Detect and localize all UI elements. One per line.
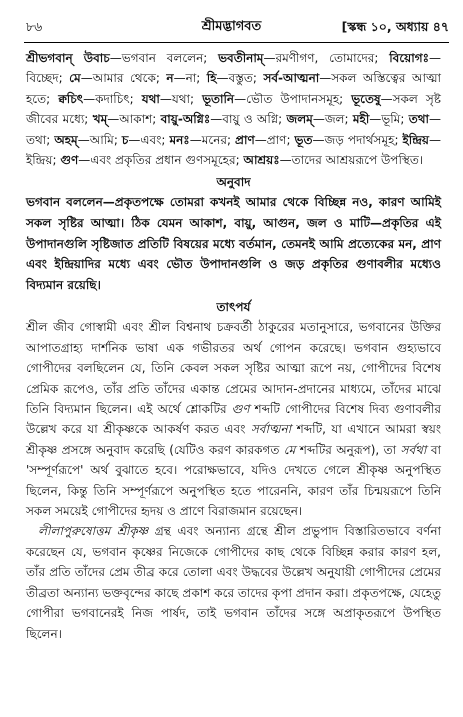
synonym-term: ভূতানি bbox=[202, 91, 235, 106]
synonym-meaning: মনের; bbox=[201, 132, 236, 147]
synonym-term: যথা bbox=[141, 91, 160, 106]
synonym-meaning: বায়ু ও অগ্নি; bbox=[222, 112, 287, 127]
synonym-term: বায়ু-অগ্নিঃ bbox=[160, 112, 211, 127]
purport-italic-term: সর্বাত্মনা bbox=[250, 422, 292, 437]
synonym-meaning: ভগবান বললেন; bbox=[121, 51, 219, 65]
synonym-meaning: সকল সৃষ্ট জীবের মধ্যে; bbox=[26, 91, 441, 127]
synonym-meaning: না; bbox=[185, 71, 207, 86]
page-body bbox=[26, 48, 441, 644]
synonym-meaning: ভূমি; bbox=[381, 112, 409, 127]
purport-text: শ্রীল জীব গোস্বামী এবং শ্রীল বিশ্বনাথ চক্রবর্তী ঠাকুরের মতানুসারে, ভগবানের উক্তির আপাতগ্রাহ্য দার্শনিক ভাষা এক গভীরতর অর্থ গোপন করেছে। ভগবান গুহ্যভাবে গোপীদের বলছিলেন যে, তিনি কেবল সকল সৃষ্টির আত্মা রূপে নয়, গোপীদের বিশেষ প্রেমিক রূপেও, তাঁর প্রতি তাঁদের একান্ত প্রেমের আদান-প্রদানের মাধ্যমে, তাঁদের মাঝে তিনি বিদ্যমান ছিলেন। এই অর্থে শ্লোকটির bbox=[26, 320, 441, 417]
purport-heading: তাৎপর্য bbox=[216, 300, 251, 315]
synonym-meaning: আমার থেকে; bbox=[92, 71, 167, 86]
synonym-term: আশ্রয়ঃ bbox=[243, 153, 280, 168]
synonym-meaning: সকল অস্তিত্বের আত্মা হতে; bbox=[26, 71, 441, 106]
purport-text: বা 'সম্পূর্ণরূপে' অর্থ বুঝাতে হবে। পরোক্ষভাবে, যদিও দেখতে গেলে শ্রীকৃষ্ণ অনুপস্থিত ছিলেন, কিন্তু তিনি সম্পূর্ণরূপে অনুপস্থিত হতে পারেননি, কারণ তাঁর চিন্ময়রূপে তিনি সকল সময়েই গোপীদের হৃদয় ও প্রাণে বিরাজমান রয়েছেন। bbox=[26, 442, 441, 519]
synonym-meaning: আকাশ; bbox=[119, 112, 161, 127]
purport-italic-term: গুণ bbox=[231, 402, 250, 417]
synonym-meaning: তাদের আশ্রয়রূপে উপস্থিত। bbox=[291, 153, 424, 168]
synonym-meaning: প্রাণ; bbox=[266, 132, 295, 147]
synonym-term: ভবতীনাম্ bbox=[218, 51, 264, 65]
synonym-meaning: জড় পদার্থসমূহ; bbox=[324, 132, 403, 147]
synonym-term: অহম্ bbox=[54, 132, 78, 147]
synonym-term: মহী bbox=[352, 112, 370, 127]
synonym-term: ভূতেষু bbox=[351, 91, 381, 106]
running-title: শ্রীমদ্ভাগবত bbox=[201, 19, 262, 34]
synonym-term: চ bbox=[121, 132, 129, 147]
synonym-term: প্রাণ bbox=[235, 132, 255, 147]
purport-text: শব্দটি, যা এখানে আমরা স্বয়ং শ্রীকৃষ্ণ প্রসঙ্গে অনুবাদ করেছি (যেটিও করণ কারকগত bbox=[26, 422, 441, 457]
synonyms-paragraph: শ্রীভগবান্ উবাচ—ভগবান বললেন; ভবতীনাম্—রমণীগণ, তোমাদের; বিয়োগঃ—বিচ্ছেদ; মে—আমার থেকে; ন—না; হি—বস্তুত; সর্ব-আত্মনা—সকল অস্তিত্বের আত্মা হতে; ক্বচিৎ—কদাচিৎ; যথা—যথা; ভূতানি—ভৌত উপাদানসমূহ; ভূতেষু—সকল সৃষ্ট জীবের মধ্যে; খম্—আকাশ; বায়ু-অগ্নিঃ—বায়ু ও অগ্নি; জলম্—জল; মহী—ভূমি; তথা—তথা; অহম্—আমি; চ—এবং; মনঃ—মনের; প্রাণ—প্রাণ; ভূত—জড় পদার্থসমূহ; ইন্দ্রিয়—ইন্দ্রিয়; গুণ—এবং প্রকৃতির প্রধান গুণসমূহের; আশ্রয়ঃ—তাদের আশ্রয়রূপে উপস্থিত। bbox=[26, 51, 441, 168]
page-header bbox=[0, 18, 463, 38]
synonym-meaning: যথা; bbox=[171, 91, 203, 106]
synonym-meaning: জল; bbox=[324, 112, 353, 127]
synonym-term: মনঃ bbox=[169, 132, 190, 147]
synonym-meaning: এবং; bbox=[140, 132, 170, 147]
synonym-term: মে bbox=[69, 71, 81, 86]
purport-text: গ্রন্থ এবং অন্যান্য গ্রন্থে শ্রীল প্রভুপাদ বিস্তারিতভাবে বর্ণনা করেছেন যে, ভগবান কৃষ্ণের নিজেকে গোপীদের কাছ থেকে বিচ্ছিন্ন করার কারণ হল, তাঁর প্রতি তাঁদের প্রেম তীব্র করে তোলা এবং উদ্ধবের উল্লেখ অনুযায়ী গোপীদের প্রেমের তীব্রতা অন্যান্য ভক্তবৃন্দের কাছে প্রকাশ করে তাদের কৃপা প্রদান করা। প্রকৃতপক্ষে, যেহেতু গোপীরা ভগবানেরই নিজ পার্ষদ, তাই ভগবান তাঁদের সঙ্গে অপ্রাকৃতরূপে উপস্থিত ছিলেন। bbox=[26, 524, 441, 641]
page-number: ৮৬ bbox=[26, 19, 43, 34]
synonym-meaning: আমি; bbox=[89, 132, 122, 147]
section-reference: [স্কন্ধ ১০, অধ্যায় ৪৭ bbox=[341, 19, 449, 34]
synonym-meaning: বস্তুত; bbox=[228, 71, 264, 86]
translation-heading: অনুবাদ bbox=[216, 175, 251, 190]
synonym-meaning: ইন্দ্রিয়; bbox=[26, 153, 61, 168]
synonym-meaning: তথা; bbox=[26, 132, 55, 147]
synonym-term: তথা bbox=[408, 112, 429, 127]
synonym-meaning: এবং প্রকৃতির প্রধান গুণসমূহের; bbox=[90, 153, 244, 168]
purport-text: শব্দটি গোপীদের বিশেষ দিব্য গুণাবলীর উল্লেখ করে যা শ্রীকৃষ্ণকে আকর্ষণ করত এবং bbox=[26, 402, 441, 437]
header-rule bbox=[24, 42, 449, 43]
purport-paragraph-1 bbox=[26, 317, 441, 521]
synonym-term: শ্রীভগবান্ উবাচ bbox=[26, 51, 110, 65]
synonym-term: ইন্দ্রিয় bbox=[402, 132, 429, 147]
purport-text: শব্দটির অনুরূপ), তা bbox=[295, 442, 401, 457]
purport-italic-term: সর্বথা bbox=[400, 442, 427, 457]
synonym-term: গুণ bbox=[60, 153, 79, 168]
synonym-term: বিয়োগঃ bbox=[389, 51, 429, 65]
synonym-meaning: বিচ্ছেদ; bbox=[26, 71, 70, 86]
synonym-term: জলম্ bbox=[286, 112, 313, 127]
purport-paragraph-2 bbox=[26, 521, 441, 643]
synonym-term: খম্ bbox=[92, 112, 108, 127]
synonym-term: ভূত bbox=[294, 132, 313, 147]
synonym-meaning: ভৌত উপাদানসমূহ; bbox=[246, 91, 352, 106]
synonym-term: হি bbox=[206, 71, 217, 86]
synonym-meaning: রমণীগণ, তোমাদের; bbox=[275, 51, 390, 65]
purport-italic-term: মে bbox=[283, 442, 296, 457]
synonym-term: ক্বচিৎ bbox=[58, 91, 84, 106]
book-title: লীলাপুরুষোত্তম শ্রীকৃষ্ণ bbox=[38, 524, 149, 539]
synonym-term: সর্ব-আত্মনা bbox=[263, 71, 320, 86]
synonym-meaning: কদাচিৎ; bbox=[95, 91, 142, 106]
synonym-term: ন bbox=[166, 71, 174, 86]
translation-paragraph: ভগবান বললেন—প্রকৃতপক্ষে তোমরা কখনই আমার থেকে বিচ্ছিন্ন নও, কারণ আমিই সকল সৃষ্টির আত্মা। ঠিক যেমন আকাশ, বায়ু, আগুন, জল ও মাটি—প্রকৃতির এই উপাদানগুলি সৃষ্টিজাত প্রতিটি বিষয়ের মধ্যে বর্তমান, তেমনই আমি প্রত্যেকের মন, প্রাণ এবং ইন্দ্রিয়াদির মধ্যে এবং ভৌত উপাদানগুলি ও জড় প্রকৃতির গুণাবলীর মধ্যেও বিদ্যমান রয়েছি। bbox=[26, 195, 441, 292]
